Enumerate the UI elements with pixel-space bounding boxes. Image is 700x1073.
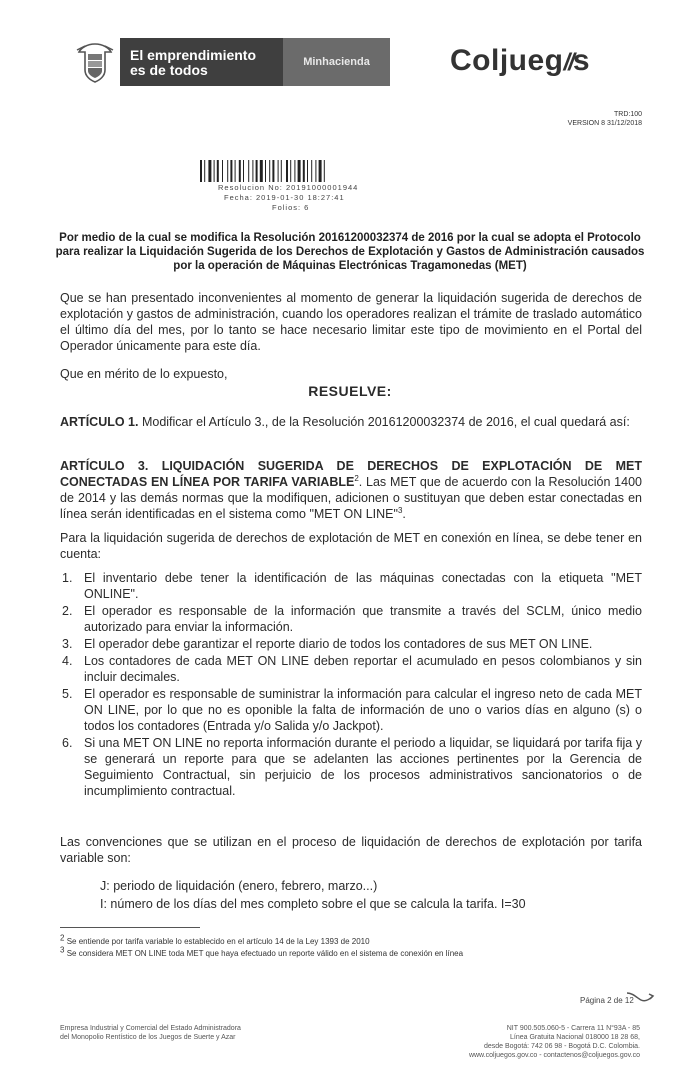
footer-right-line-3: desde Bogotá: 742 06 98 - Bogotá D.C. Colombia. <box>483 1043 640 1050</box>
rule-item <box>60 570 642 602</box>
footnote-2-num: 2 <box>60 933 65 943</box>
rule-text: El operador es responsable de suministrar la información para calcular el ingreso neto de cada MET ON LINE, por lo que no es oponible la falta de información de uno o varios días en alguno (s) o todos los contadores (Entrada y/o Salida y/o Jackpot). <box>84 687 642 733</box>
document-title: Por medio de la cual se modifica la Resolución 20161200032374 de 2016 por la cual se adopta el Protocolo para realizar la Liquidación Sugerida de los Derechos de Explotación y Gastos de Administración causados por la operación de Máquinas Electrónicas Tragamonedas (MET) <box>55 232 645 272</box>
brand-text: Coljueg <box>450 44 564 77</box>
rule-number: 3. <box>62 637 73 651</box>
slogan-line-2: es de todos <box>130 62 208 78</box>
variable-i: I: número de los días del mes completo sobre el que se calcula la tarifa. I=30 <box>100 897 526 911</box>
footnote-divider <box>60 927 200 928</box>
stamp-resolucion: Resolucion No: 20191000001944 <box>218 183 359 192</box>
rule-number: 2. <box>62 604 73 618</box>
footer-left-line-1: Empresa Industrial y Comercial del Estado Administradora <box>60 1025 241 1032</box>
footnote-3-text: Se considera MET ON LINE toda MET que haya efectuado un reporte válido en el sistema de conexión en línea <box>66 949 464 958</box>
rule-number: 4. <box>62 654 73 668</box>
rule-text: El inventario debe tener la identificación de las máquinas conectadas con la etiqueta "MET ONLINE". <box>84 571 642 601</box>
rule-text: El operador es responsable de la información que transmite a través del SCLM, único medio autorizado para enviar la información. <box>84 604 642 634</box>
merito-paragraph: Que en mérito de lo expuesto, <box>60 367 228 381</box>
resuelve-heading: RESUELVE: <box>308 383 392 399</box>
articulo-3 <box>60 458 642 522</box>
slogan-banner <box>120 38 283 86</box>
rule-item <box>60 735 642 799</box>
articulo-3-label: ARTÍCULO 3. LIQUIDACIÓN SUGERIDA DE DERECHOS DE EXPLOTACIÓN DE MET CONECTADAS EN LÍNEA POR TARIFA VARIABLE <box>60 459 642 489</box>
articulo-1-label: ARTÍCULO 1. <box>60 415 139 429</box>
articulo-3-end: . <box>402 507 406 521</box>
stamp-folios: Folios: 6 <box>272 203 310 212</box>
footer-left-line-2: del Monopolio Rentístico de los Juegos de Suerte y Azar <box>60 1034 236 1041</box>
rule-item <box>60 636 642 652</box>
convenciones-paragraph: Las convenciones que se utilizan en el proceso de liquidación de derechos de explotación por tarifa variable son: <box>60 835 642 865</box>
footnote-ref-2: 2 <box>354 473 359 483</box>
rule-item <box>60 686 642 734</box>
footnote-3-num: 3 <box>60 945 65 955</box>
brand-tail: s <box>572 44 591 77</box>
footnote-ref-3: 3 <box>397 505 403 515</box>
footer-right-line-4: www.coljuegos.gov.co - contactenos@coljuegos.gov.co <box>468 1052 640 1059</box>
rule-text: El operador debe garantizar el reporte diario de todos los contadores de sus MET ON LINE. <box>84 637 593 651</box>
footer-right-line-1: NIT 900.505.060-5 - Carrera 11 N°93A - 85 <box>506 1025 640 1032</box>
articulo-1 <box>60 414 642 430</box>
rule-item <box>60 653 642 685</box>
footer-right <box>469 1024 640 1060</box>
rule-item <box>60 603 642 635</box>
footer-right-line-2: Línea Gratuita Nacional 018000 18 28 68, <box>510 1034 640 1041</box>
articulo-3-text: . Las MET que de acuerdo con la Resolución 1400 de 2014 y las demás normas que la modifiquen, adicionen o sustituyan que deben estar conectadas en línea serán identificadas en el sistema como "MET ON LINE" <box>60 475 642 521</box>
colombia-coat-of-arms-icon <box>75 40 115 84</box>
barcode-icon <box>200 160 390 182</box>
rule-text: Los contadores de cada MET ON LINE deben reportar el acumulado en pesos colombianos y sin incluir decimales. <box>84 654 642 684</box>
rules-list <box>60 570 642 800</box>
intro-list-paragraph: Para la liquidación sugerida de derechos de explotación de MET en conexión en línea, se debe tener en cuenta: <box>60 531 642 561</box>
rule-number: 5. <box>62 687 73 701</box>
page-number: Página 2 de 12 <box>580 996 634 1005</box>
ministry-banner: Minhacienda <box>283 38 390 86</box>
trd-code: TRD:100 <box>613 111 642 118</box>
considerando-paragraph: Que se han presentado inconvenientes al momento de generar la liquidación sugerida de derechos de explotación y gastos de administración, cuando los operadores realizan el trámite de traslado automático el último día del mes, por lo tanto se hace necesario limitar este tipo de movimiento en el Portal del Operador únicamente para este día. <box>60 291 642 353</box>
variable-j: J: periodo de liquidación (enero, febrero, marzo...) <box>100 879 378 893</box>
brand-slash-mark-icon: // <box>563 49 573 76</box>
version-code: VERSION 8 31/12/2018 <box>567 120 642 127</box>
footnote-2-text: Se entiende por tarifa variable lo establecido en el artículo 14 de la Ley 1393 de 2010 <box>66 937 370 946</box>
rule-number: 1. <box>62 571 73 585</box>
stamp-fecha: Fecha: 2019-01-30 18:27:41 <box>224 193 345 202</box>
footer-left <box>60 1024 241 1042</box>
articulo-1-text: Modificar el Artículo 3., de la Resolución 20161200032374 de 2016, el cual quedará así: <box>141 415 630 429</box>
rule-number: 6. <box>62 736 73 750</box>
filing-stamp <box>218 183 358 213</box>
footnote-3 <box>60 945 650 959</box>
page-curl-icon <box>625 990 655 1004</box>
rule-text: Si una MET ON LINE no reporta información durante el periodo a liquidar, se liquidará por tarifa fija y se generará un reporte para que se adelanten las acciones pertinentes por la Gerencia de Seguimiento Contractual, sin perjuicio de los procesos administrativos sancionatorios o de incumplimiento contractual. <box>84 736 642 798</box>
coljuegos-logo <box>450 44 590 78</box>
slogan-line-1: El emprendimiento <box>130 47 257 63</box>
document-code <box>568 110 642 128</box>
footnote-2 <box>60 933 650 947</box>
